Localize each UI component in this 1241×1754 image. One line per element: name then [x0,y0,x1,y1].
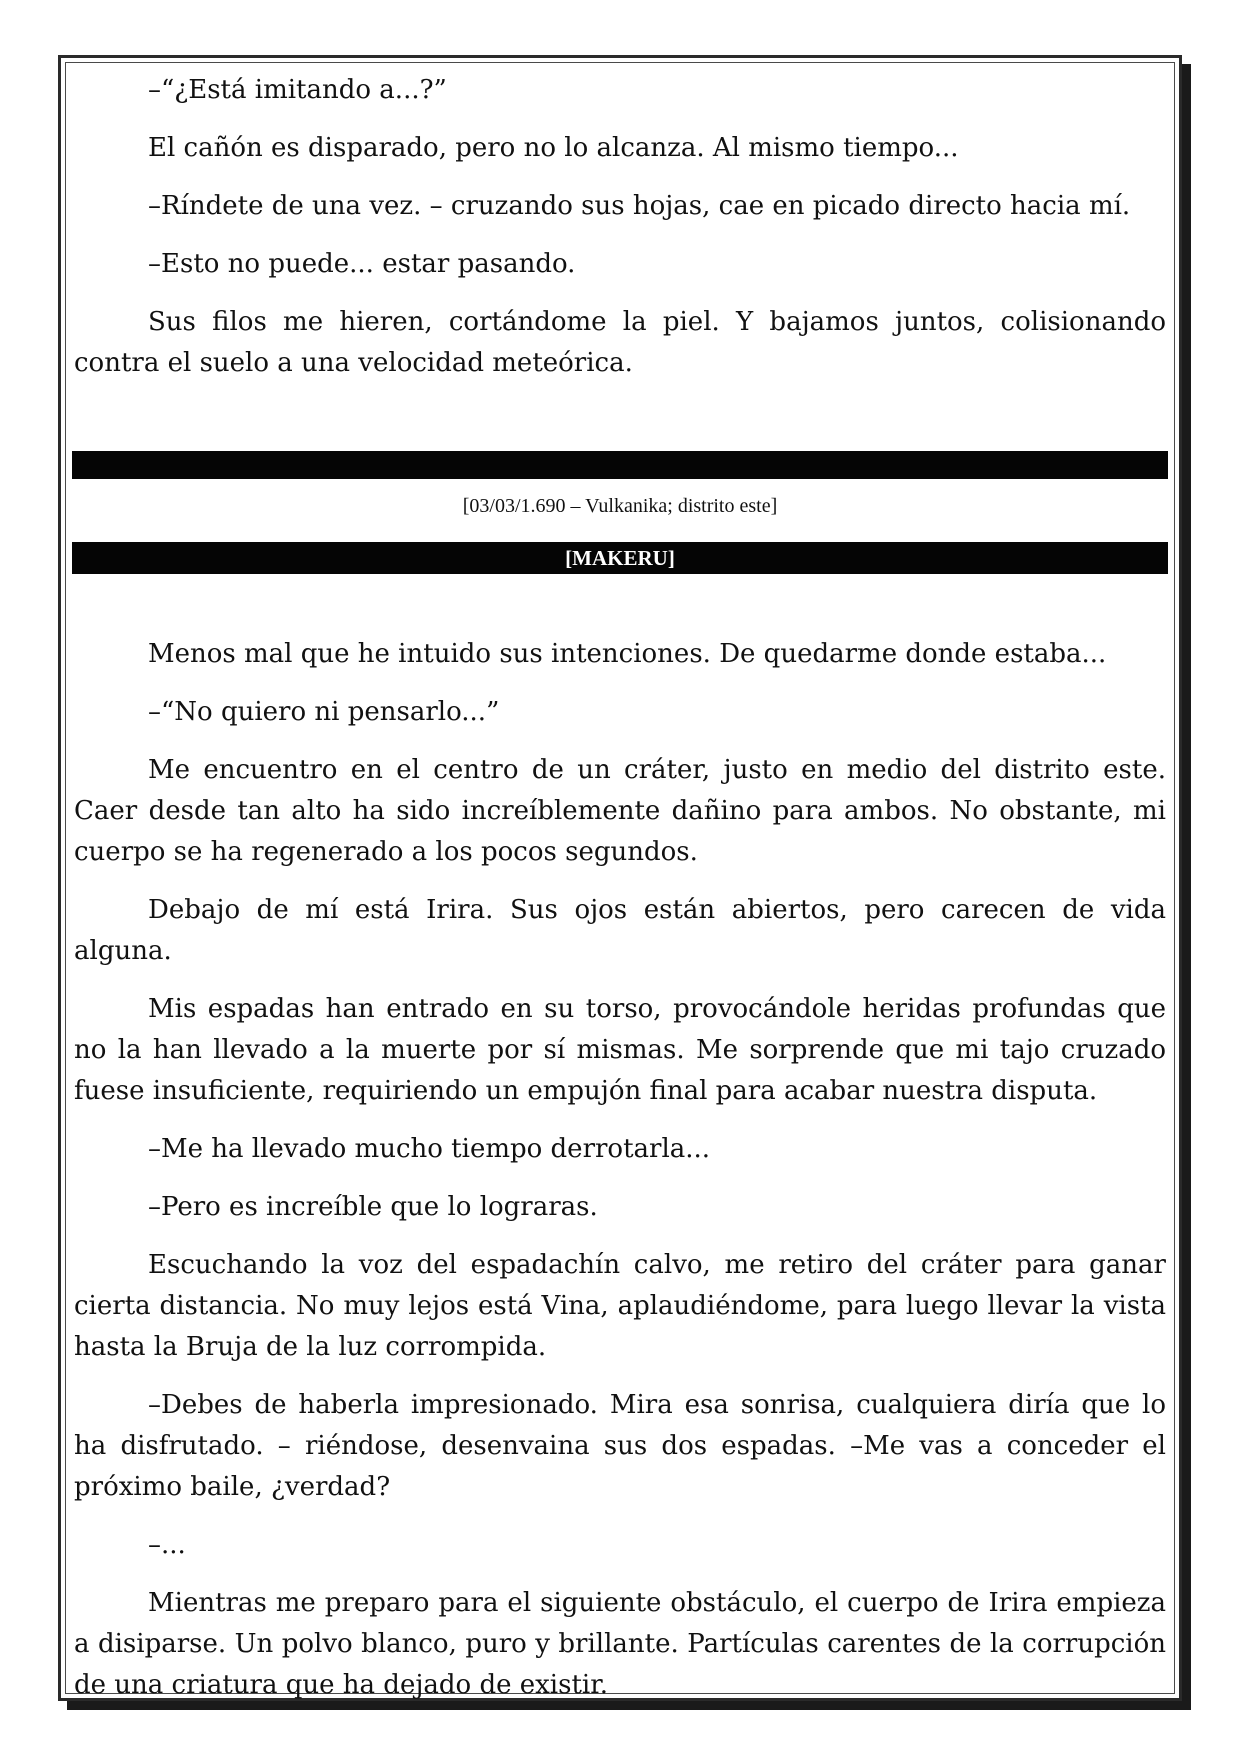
section-1-text [74,70,1166,384]
paragraph: –Ríndete de una vez. – cruzando sus hojas, cae en picado directo hacia mí. [148,191,1131,221]
paragraph: –Debes de haberla impresionado. Mira esa sonrisa, cualquiera diría que lo ha disfrutado. – riéndose, desenvaina sus dos espadas. –Me vas a conceder el próximo baile, ¿verdad? [74,1390,1166,1502]
paragraph: –Me ha llevado mucho tiempo derrotarla... [148,1134,711,1164]
paragraph: El cañón es disparado, pero no lo alcanza. Al mismo tiempo... [148,133,959,163]
paragraph: Sus filos me hieren, cortándome la piel. Y bajamos juntos, colisionando contra el suelo a una velocidad meteórica. [74,307,1166,378]
paragraph: –Pero es increíble que lo lograras. [148,1192,598,1222]
paragraph: Mientras me preparo para el siguiente obstáculo, el cuerpo de Irira empieza a disiparse. Un polvo blanco, puro y brillante. Partículas carentes de la corrupción de una criatura que ha dejado de existir. [74,1588,1166,1700]
paragraph: –... [148,1530,186,1560]
paragraph: –“¿Está imitando a...?” [148,75,447,105]
scene-date-location: [03/03/1.690 – Vulkanika; distrito este] [462,495,778,517]
scene-divider-bar [72,451,1168,479]
paragraph: Menos mal que he intuido sus intenciones. De quedarme donde estaba... [148,639,1107,669]
paragraph: Escuchando la voz del espadachín calvo, me retiro del cráter para ganar cierta distancia. No muy lejos está Vina, aplaudiéndome, para luego llevar la vista hasta la Bruja de la luz corrompida. [74,1250,1166,1362]
paragraph: Me encuentro en el centro de un cráter, justo en medio del distrito este. Caer desde tan alto ha sido increíblemente dañino para ambos. No obstante, mi cuerpo se ha regenerado a los pocos segundos. [74,755,1166,867]
paragraph: Debajo de mí está Irira. Sus ojos están abiertos, pero carecen de vida alguna. [74,895,1166,966]
section-2-text [74,634,1166,1706]
scene-character-header: [MAKERU] [72,542,1168,574]
paragraph: –“No quiero ni pensarlo...” [148,697,500,727]
paragraph: Mis espadas han entrado en su torso, provocándole heridas profundas que no la han llevado a la muerte por sí mismas. Me sorprende que mi tajo cruzado fuese insuficiente, requiriendo un empujón final para acabar nuestra disputa. [74,994,1166,1106]
paragraph: –Esto no puede... estar pasando. [148,249,576,279]
